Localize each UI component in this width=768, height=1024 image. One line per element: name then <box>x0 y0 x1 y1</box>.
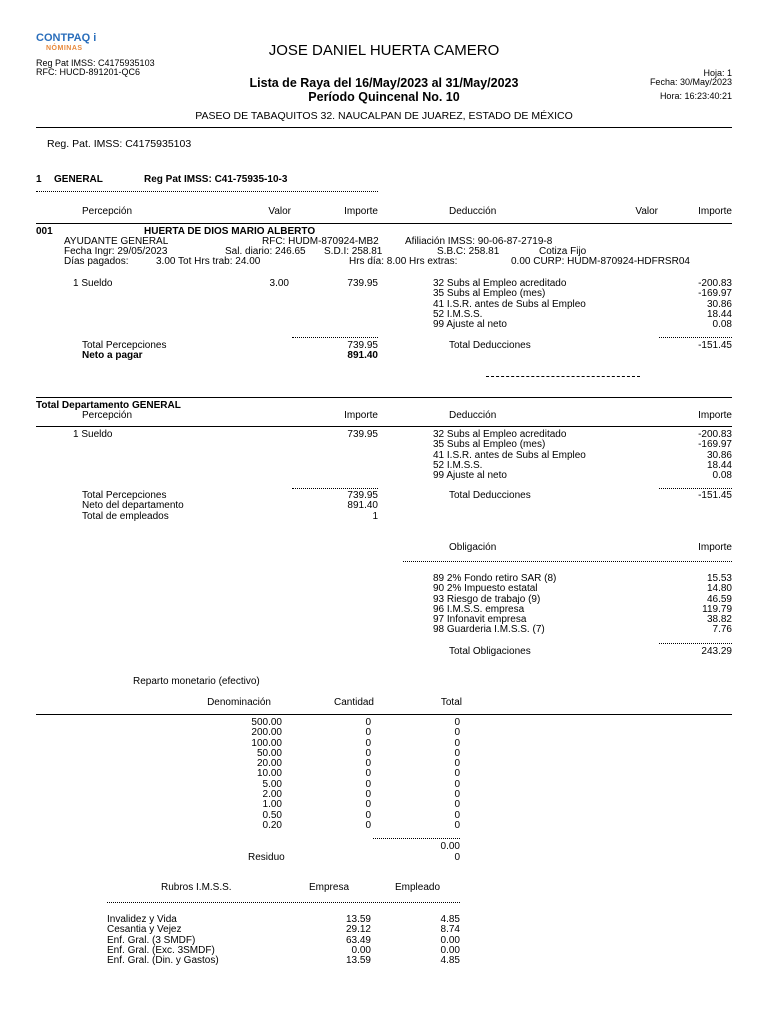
dept-perc-dots <box>292 488 378 489</box>
department-reg: Reg Pat IMSS: C41-75935-10-3 <box>144 174 288 185</box>
imss-empleado: 4.85 <box>440 914 460 925</box>
cash-title: Reparto monetario (efectivo) <box>133 676 260 687</box>
neto-label: Neto a pagar <box>82 350 143 361</box>
total-obligaciones-label: Total Obligaciones <box>449 646 531 657</box>
perception-label: 1 Sueldo <box>73 278 113 289</box>
obligations-total-dots <box>659 643 732 644</box>
cash-cant: 0 <box>365 809 371 821</box>
cash-den: 200.00 <box>251 727 282 739</box>
cash-total: 0 <box>454 737 460 749</box>
signature-line <box>486 376 640 377</box>
obligation-amount: 14.80 <box>706 583 732 595</box>
obligations-dots <box>403 561 732 562</box>
employee-sal-diario: Sal. diario: 246.65 <box>225 246 306 257</box>
reg-pat-line: Reg. Pat. IMSS: C4175935103 <box>47 138 192 150</box>
cash-total: 0 <box>454 717 460 728</box>
deduction-amount: -200.83 <box>698 429 732 440</box>
reg-pat-small: Reg Pat IMSS: C4175935103 <box>36 58 155 68</box>
header-rule <box>36 127 732 128</box>
cash-den: 1.00 <box>262 799 282 811</box>
employee-hrs-dia: Hrs día: 8.00 Hrs extras: <box>349 256 458 267</box>
dept-columns-rule <box>36 426 732 427</box>
page-number: Hoja: 1 <box>703 68 732 78</box>
columns-rule <box>36 223 732 224</box>
imss-empresa: 0.00 <box>351 944 371 956</box>
dept-neto-label: Neto del departamento <box>82 500 184 511</box>
cash-total: 0 <box>454 747 460 759</box>
perception-valor: 3.00 <box>269 278 289 289</box>
deduction-label: 35 Subs al Empleo (mes) <box>433 288 546 300</box>
deduction-amount: -169.97 <box>698 439 732 451</box>
cash-cant: 0 <box>365 727 371 739</box>
company-address: PASEO DE TABAQUITOS 32. NAUCALPAN DE JUAREZ, ESTADO DE MÉXICO <box>195 110 573 122</box>
cash-den: 20.00 <box>256 758 282 770</box>
dept-deduction-amounts <box>698 430 732 481</box>
deduction-label: 32 Subs al Empleo acreditado <box>433 429 567 440</box>
cash-col-total: Total <box>440 697 462 708</box>
deduction-amount: 0.08 <box>712 470 732 482</box>
cash-cant: 0 <box>365 778 371 790</box>
department-number: 1 <box>36 174 42 185</box>
col-importe: Importe <box>344 206 378 217</box>
cash-rule <box>36 714 732 715</box>
deduction-amount: -200.83 <box>698 278 732 289</box>
employee-dias-horas: 3.00 Tot Hrs trab: 24.00 <box>156 256 261 267</box>
employee-dias-label: Días pagados: <box>64 256 129 267</box>
cash-sum-dots <box>373 838 460 839</box>
dept-col-importe-ded: Importe <box>698 410 732 421</box>
imss-col-empresa: Empresa <box>309 882 350 893</box>
imss-empleado-values <box>441 915 460 966</box>
cash-cant: 0 <box>365 819 371 831</box>
employee-rfc: RFC: HUDM-870924-MB2 <box>262 236 379 247</box>
cash-total: 0 <box>454 778 460 790</box>
imss-labels <box>107 915 219 966</box>
imss-col-rubros: Rubros I.M.S.S. <box>161 882 232 893</box>
imss-dots <box>107 902 460 903</box>
imss-empresa: 13.59 <box>345 955 371 967</box>
dept-total-percepciones: 739.95 <box>347 490 378 501</box>
imss-empresa: 63.49 <box>345 934 371 946</box>
total-percepciones: 739.95 <box>347 340 378 351</box>
cash-col-denominacion: Denominación <box>207 697 271 708</box>
obligations-header: Obligación <box>449 542 497 553</box>
report-time: Hora: 16:23:40:21 <box>659 91 732 101</box>
obligation-amount: 7.76 <box>712 624 732 636</box>
employee-sbc: S.B.C: 258.81 <box>437 246 500 257</box>
dept-total-title: Total Departamento GENERAL <box>36 400 181 411</box>
dept-perception-label: 1 Sueldo <box>73 429 113 440</box>
total-deducciones-label: Total Deducciones <box>449 340 531 351</box>
deduction-labels <box>433 279 586 330</box>
company-name: JOSE DANIEL HUERTA CAMERO <box>268 42 500 59</box>
cash-den: 10.00 <box>256 768 282 780</box>
obligation-label: 93 Riesgo de trabajo (9) <box>433 593 541 605</box>
deduction-amount: 0.08 <box>712 319 732 331</box>
obligations-importe-header: Importe <box>698 542 732 553</box>
cash-den: 2.00 <box>262 789 282 801</box>
deduction-amounts <box>698 279 732 330</box>
imss-row-label: Enf. Gral. (Din. y Gastos) <box>107 955 219 967</box>
cash-den: 50.00 <box>256 747 282 759</box>
cash-total: 0 <box>454 799 460 811</box>
deduction-amount: 18.44 <box>706 459 732 471</box>
cash-col-cantidad: Cantidad <box>333 697 374 708</box>
obligation-amount: 119.79 <box>702 603 732 615</box>
obligation-label: 98 Guarderia I.M.S.S. (7) <box>433 624 545 636</box>
dept-empleados: 1 <box>372 511 378 522</box>
report-title: Lista de Raya del 16/May/2023 al 31/May/2023 <box>249 76 519 90</box>
obligation-label: 90 2% Impuesto estatal <box>433 583 538 595</box>
dept-col-percepcion: Percepción <box>82 410 133 421</box>
imss-col-empleado: Empleado <box>395 882 441 893</box>
cash-den: 500.00 <box>251 717 282 728</box>
obligation-amounts <box>702 574 732 636</box>
cash-cant: 0 <box>365 799 371 811</box>
col-importe-ded: Importe <box>698 206 732 217</box>
imss-row-label: Cesantia y Vejez <box>107 924 182 936</box>
deduction-label: 35 Subs al Empleo (mes) <box>433 439 546 451</box>
employee-position: AYUDANTE GENERAL <box>64 236 169 247</box>
employee-cotiza: Cotiza Fijo <box>539 246 587 257</box>
dept-total-deducciones-label: Total Deducciones <box>449 490 531 501</box>
col-valor: Valor <box>268 206 291 217</box>
total-obligaciones: 243.29 <box>701 646 732 657</box>
deduction-label: 41 I.S.R. antes de Subs al Empleo <box>433 298 586 310</box>
perc-total-dots <box>292 337 378 338</box>
col-percepcion: Percepción <box>82 206 133 217</box>
deduction-label: 41 I.S.R. antes de Subs al Empleo <box>433 449 586 461</box>
cash-total: 0 <box>454 819 460 831</box>
dept-col-importe: Importe <box>344 410 378 421</box>
employee-fecha-ingreso: Fecha Ingr: 29/05/2023 <box>64 246 168 257</box>
cash-denominations <box>251 718 282 831</box>
deduction-label: 32 Subs al Empleo acreditado <box>433 278 567 289</box>
cash-total: 0 <box>454 758 460 770</box>
department-name: GENERAL <box>54 174 103 185</box>
department-dots <box>36 191 378 192</box>
cash-cant: 0 <box>365 789 371 801</box>
cash-den: 5.00 <box>262 778 282 790</box>
deduction-label: 99 Ajuste al neto <box>433 319 507 331</box>
dept-total-rule <box>36 397 732 398</box>
deduction-label: 52 I.M.S.S. <box>433 308 483 320</box>
obligation-label: 96 I.M.S.S. empresa <box>433 603 525 615</box>
cash-sum: 0.00 <box>440 841 460 852</box>
cash-total: 0 <box>454 809 460 821</box>
employee-sdi: S.D.I: 258.81 <box>324 246 383 257</box>
residuo-value: 0 <box>454 852 460 863</box>
cash-cant: 0 <box>365 717 371 728</box>
deduction-amount: -169.97 <box>698 288 732 300</box>
dept-total-deducciones: -151.45 <box>698 490 732 501</box>
cash-den: 0.50 <box>262 809 282 821</box>
imss-row-label: Enf. Gral. (Exc. 3SMDF) <box>107 944 215 956</box>
cash-quantities <box>365 718 371 831</box>
dept-perception-importe: 739.95 <box>347 429 378 440</box>
cash-total: 0 <box>454 789 460 801</box>
cash-cant: 0 <box>365 737 371 749</box>
imss-empresa-values <box>346 915 371 966</box>
cash-totals <box>454 718 460 831</box>
imss-row-label: Enf. Gral. (3 SMDF) <box>107 934 196 946</box>
obligation-amount: 38.82 <box>706 614 732 626</box>
employee-curp: 0.00 CURP: HUDM-870924-HDFRSR04 <box>511 256 690 267</box>
report-period: Período Quincenal No. 10 <box>308 90 460 104</box>
obligation-label: 97 Infonavit empresa <box>433 614 527 626</box>
cash-cant: 0 <box>365 747 371 759</box>
obligation-amount: 15.53 <box>706 573 732 584</box>
obligation-amount: 46.59 <box>706 593 732 605</box>
cash-total: 0 <box>454 768 460 780</box>
cash-cant: 0 <box>365 758 371 770</box>
employee-id: 001 <box>36 226 53 237</box>
employee-name: HUERTA DE DIOS MARIO ALBERTO <box>144 226 316 237</box>
imss-empleado: 4.85 <box>440 955 460 967</box>
imss-empleado: 0.00 <box>440 944 460 956</box>
col-deduccion: Deducción <box>449 206 497 217</box>
deduction-label: 99 Ajuste al neto <box>433 470 507 482</box>
deduction-amount: 30.86 <box>706 449 732 461</box>
contpaqi-logo: CONTPAQ i <box>36 32 97 44</box>
residuo-label: Residuo <box>248 852 285 863</box>
imss-row-label: Invalidez y Vida <box>107 914 177 925</box>
cash-cant: 0 <box>365 768 371 780</box>
cash-total: 0 <box>454 727 460 739</box>
obligation-labels <box>433 574 556 636</box>
imss-empleado: 0.00 <box>440 934 460 946</box>
cash-den: 100.00 <box>251 737 282 749</box>
cash-den: 0.20 <box>262 819 282 831</box>
imss-empresa: 29.12 <box>345 924 371 936</box>
dept-col-deduccion: Deducción <box>449 410 497 421</box>
nominas-logo-text: NÓMINAS <box>46 45 83 52</box>
dept-neto: 891.40 <box>347 500 378 511</box>
dept-ded-dots <box>659 488 732 489</box>
imss-empleado: 8.74 <box>440 924 460 936</box>
rfc-small: RFC: HUCD-891201-QC6 <box>36 67 141 77</box>
total-percepciones-label: Total Percepciones <box>82 340 167 351</box>
dept-empleados-label: Total de empleados <box>82 511 169 522</box>
deduction-amount: 18.44 <box>706 308 732 320</box>
deduction-amount: 30.86 <box>706 298 732 310</box>
neto-pagar: 891.40 <box>347 350 378 361</box>
col-valor-ded: Valor <box>635 206 658 217</box>
deduction-label: 52 I.M.S.S. <box>433 459 483 471</box>
employee-afiliacion: Afiliación IMSS: 90-06-87-2719-8 <box>405 236 553 247</box>
obligation-label: 89 2% Fondo retiro SAR (8) <box>433 573 557 584</box>
perception-importe: 739.95 <box>347 278 378 289</box>
total-deducciones: -151.45 <box>698 340 732 351</box>
dept-total-percepciones-label: Total Percepciones <box>82 490 167 501</box>
ded-total-dots <box>659 337 732 338</box>
report-date: Fecha: 30/May/2023 <box>649 77 732 87</box>
imss-empresa: 13.59 <box>345 914 371 925</box>
dept-deduction-labels <box>433 430 586 481</box>
